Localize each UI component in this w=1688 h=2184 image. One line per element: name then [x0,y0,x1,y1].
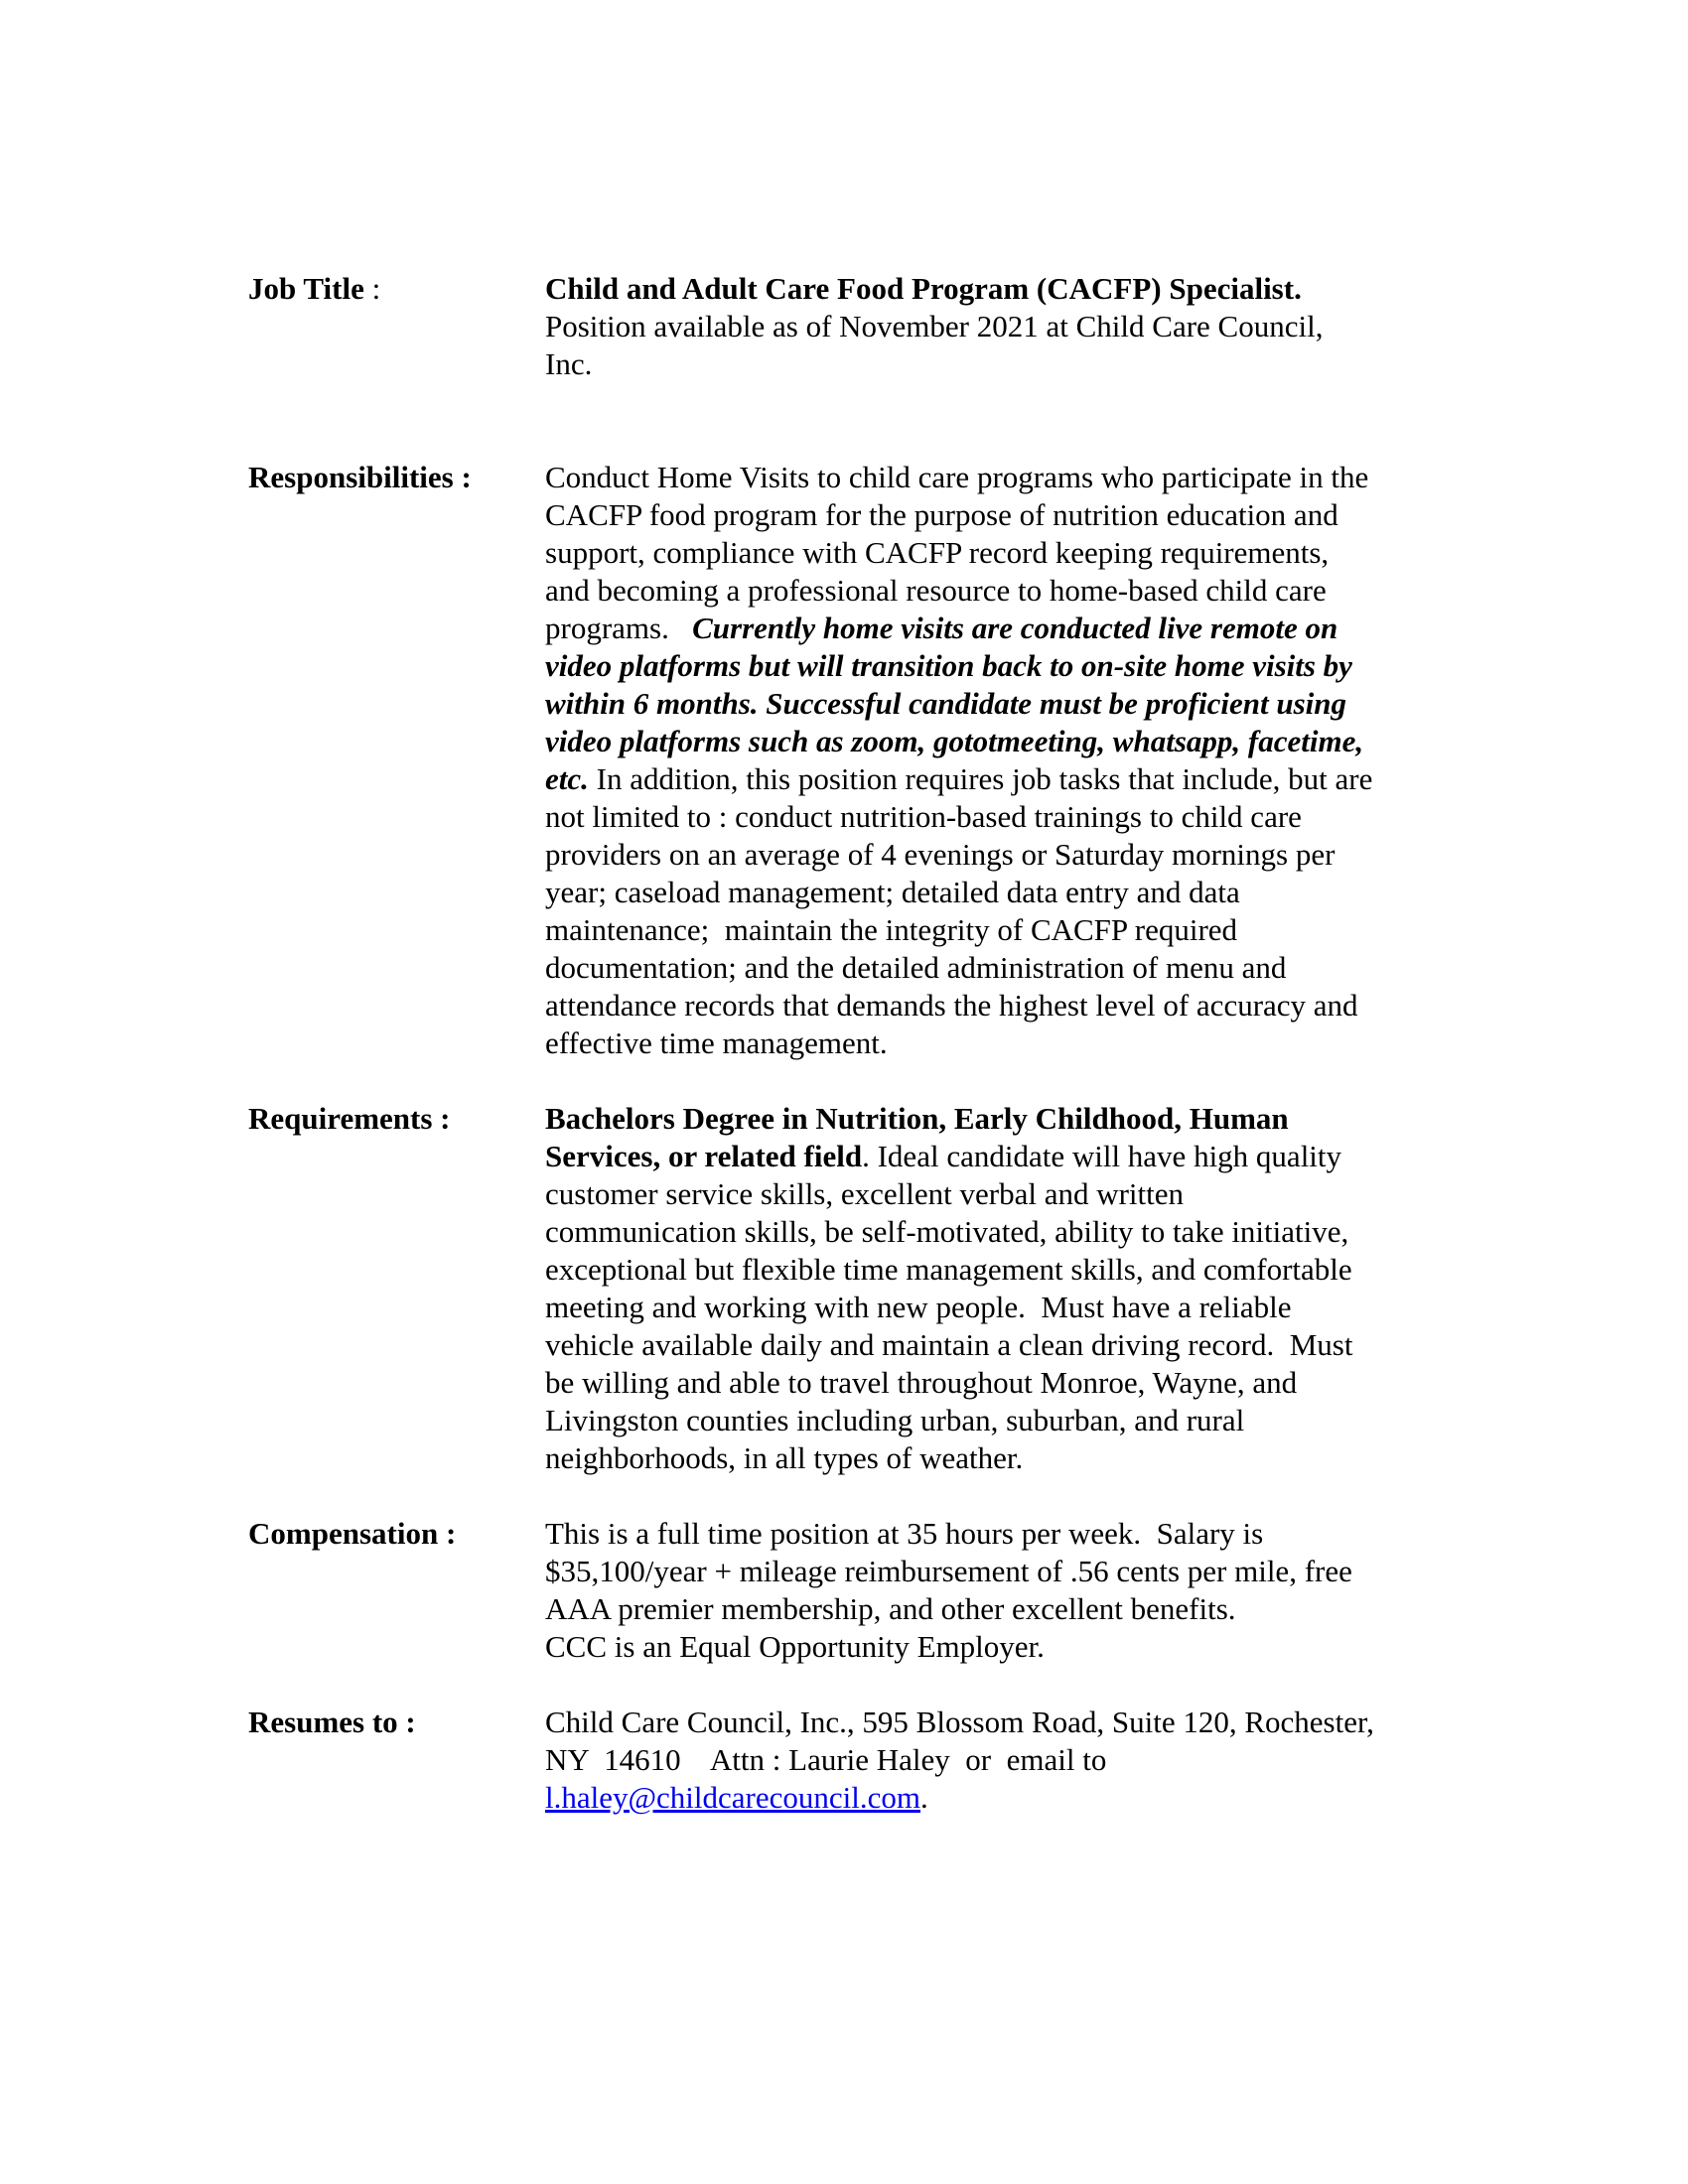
email-line [545,1779,1439,1817]
remote-visits-notice: etc. [545,761,589,796]
requirements-line [545,1138,1439,1175]
job-title-label-text: Job Title [248,271,364,306]
requirements-line: exceptional but flexible time management skills, and comfortable [545,1252,1352,1287]
equal-opportunity-statement: CCC is an Equal Opportunity Employer. [545,1629,1045,1664]
job-title-section [248,270,1460,383]
responsibilities-line: Conduct Home Visits to child care programs who participate in the [545,460,1369,494]
job-posting-document [248,270,1460,1817]
requirements-text: . Ideal candidate will have high quality [862,1139,1342,1173]
responsibilities-line: CACFP food program for the purpose of nutrition education and [545,497,1338,532]
responsibilities-line: and becoming a professional resource to home-based child care [545,573,1327,608]
job-title-label [248,270,545,383]
job-title-label-colon: : [363,271,381,306]
responsibilities-line: documentation; and the detailed administration of menu and [545,950,1287,985]
resumes-label: Resumes to : [248,1705,416,1739]
compensation-content [545,1515,1439,1666]
job-title-availability-cont: Inc. [545,346,593,381]
responsibilities-line: support, compliance with CACFP record keeping requirements, [545,535,1330,570]
responsibilities-line: attendance records that demands the highest level of accuracy and [545,988,1358,1023]
responsibilities-line: not limited to : conduct nutrition-based trainings to child care [545,799,1302,834]
degree-requirement: Services, or related field [545,1139,863,1173]
resumes-content [545,1704,1439,1817]
compensation-line: $35,100/year + mileage reimbursement of .56 cents per mile, free [545,1554,1352,1588]
requirements-section [248,1100,1460,1477]
degree-requirement: Bachelors Degree in Nutrition, Early Childhood, Human [545,1101,1289,1136]
requirements-line: communication skills, be self-motivated, ability to take initiative, [545,1214,1349,1249]
responsibilities-line: year; caseload management; detailed data entry and data [545,875,1240,909]
responsibilities-line [545,610,1439,647]
compensation-section [248,1515,1460,1666]
requirements-line: customer service skills, excellent verbal and written [545,1176,1185,1211]
compensation-line: This is a full time position at 35 hours per week. Salary is [545,1516,1264,1551]
requirements-line: neighborhoods, in all types of weather. [545,1440,1024,1475]
compensation-line: AAA premier membership, and other excellent benefits. [545,1591,1236,1626]
mailing-address-cont: NY 14610 Attn : Laurie Haley or email to [545,1742,1107,1777]
job-title-availability: Position available as of November 2021 at Child Care Council, [545,309,1324,343]
mailing-address: Child Care Council, Inc., 595 Blossom Road, Suite 120, Rochester, [545,1705,1374,1739]
requirements-line: meeting and working with new people. Must have a reliable [545,1290,1292,1324]
requirements-line: be willing and able to travel throughout Monroe, Wayne, and [545,1365,1298,1400]
resumes-section [248,1704,1460,1817]
responsibilities-line [545,760,1439,798]
remote-visits-notice: Currently home visits are conducted live remote on [692,611,1338,645]
responsibilities-line: providers on an average of 4 evenings or Saturday mornings per [545,837,1336,872]
remote-visits-notice: within 6 months. Successful candidate must be proficient using [545,686,1346,721]
requirements-line: Livingston counties including urban, suburban, and rural [545,1403,1245,1437]
responsibilities-text: In addition, this position requires job tasks that include, but are [588,761,1373,796]
remote-visits-notice: video platforms but will transition back to on-site home visits by [545,648,1352,683]
requirements-label: Requirements : [248,1101,451,1136]
responsibilities-label: Responsibilities : [248,460,472,494]
job-title-text: Child and Adult Care Food Program (CACFP) Specialist. [545,271,1302,306]
responsibilities-line: effective time management. [545,1025,888,1060]
responsibilities-content [545,459,1439,1062]
compensation-label: Compensation : [248,1516,457,1551]
job-title-content [545,270,1439,383]
responsibilities-text: programs. [545,611,693,645]
email-period: . [920,1780,928,1815]
requirements-content [545,1100,1439,1477]
email-link[interactable]: l.haley@childcarecouncil.com [545,1780,920,1815]
responsibilities-section [248,459,1460,1062]
requirements-line: vehicle available daily and maintain a clean driving record. Must [545,1327,1353,1362]
responsibilities-line: maintenance; maintain the integrity of CACFP required [545,912,1238,947]
remote-visits-notice: video platforms such as zoom, gototmeeting, whatsapp, facetime, [545,724,1364,758]
